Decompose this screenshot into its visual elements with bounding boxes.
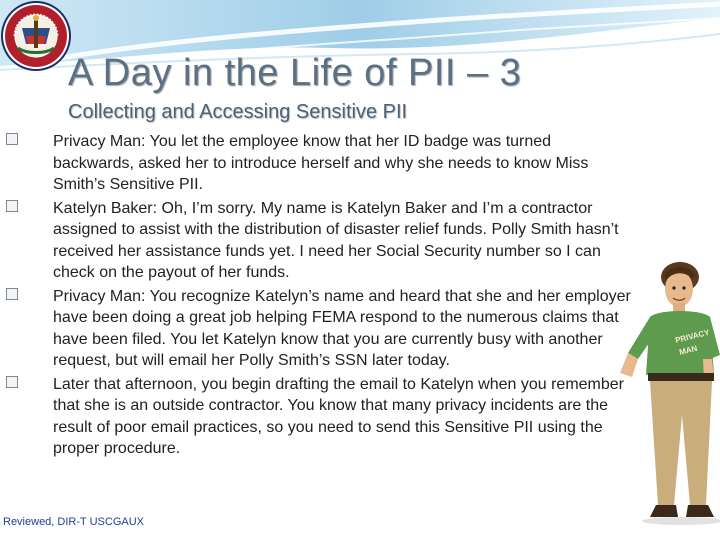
svg-text:MAN: MAN bbox=[678, 343, 699, 357]
bullet-list bbox=[6, 131, 634, 462]
bullet-text: Privacy Man: You recognize Katelyn’s name and heard that she and her employer have been doing a great job helping FEMA respond to the numerous claims that have been filed. You let Katelyn know that you are currently busy with another request, but will email her Polly Smith’s SSN later today. bbox=[53, 287, 631, 369]
bullet-item bbox=[6, 198, 634, 284]
coast-guard-auxiliary-seal bbox=[0, 0, 76, 76]
privacy-man-cartoon bbox=[606, 255, 720, 540]
bullet-item bbox=[6, 131, 634, 196]
slide-title: A Day in the Life of PII – 3 bbox=[68, 52, 522, 94]
slide-subtitle: Collecting and Accessing Sensitive PII bbox=[68, 101, 408, 123]
bullet-text: Katelyn Baker: Oh, I’m sorry. My name is Katelyn Baker and I’m a contractor assigned to assist with the distribution of disaster relief funds. Polly Smith hasn’t received her assistance funds yet. I need her Social Security number so I can check on the payout of her funds. bbox=[53, 199, 619, 281]
bullet-text: Later that afternoon, you begin drafting the email to Katelyn when you remember that she is an outside contractor. You know that many privacy incidents are the result of poor email practices, so you need to send this Sensitive PII using the proper procedure. bbox=[53, 375, 625, 457]
bullet-box-icon bbox=[6, 200, 18, 212]
svg-text:PRIVACY: PRIVACY bbox=[674, 327, 711, 345]
bullet-item bbox=[6, 286, 634, 372]
footer-reviewed-note: Reviewed, DIR-T USCGAUX bbox=[3, 516, 144, 528]
bullet-box-icon bbox=[6, 133, 18, 145]
bullet-item bbox=[6, 374, 634, 460]
bullet-text: Privacy Man: You let the employee know that her ID badge was turned backwards, asked her to introduce herself and why she needs to know Miss Smith’s Sensitive PII. bbox=[53, 133, 589, 193]
bullet-box-icon bbox=[6, 288, 18, 300]
bullet-box-icon bbox=[6, 376, 18, 388]
